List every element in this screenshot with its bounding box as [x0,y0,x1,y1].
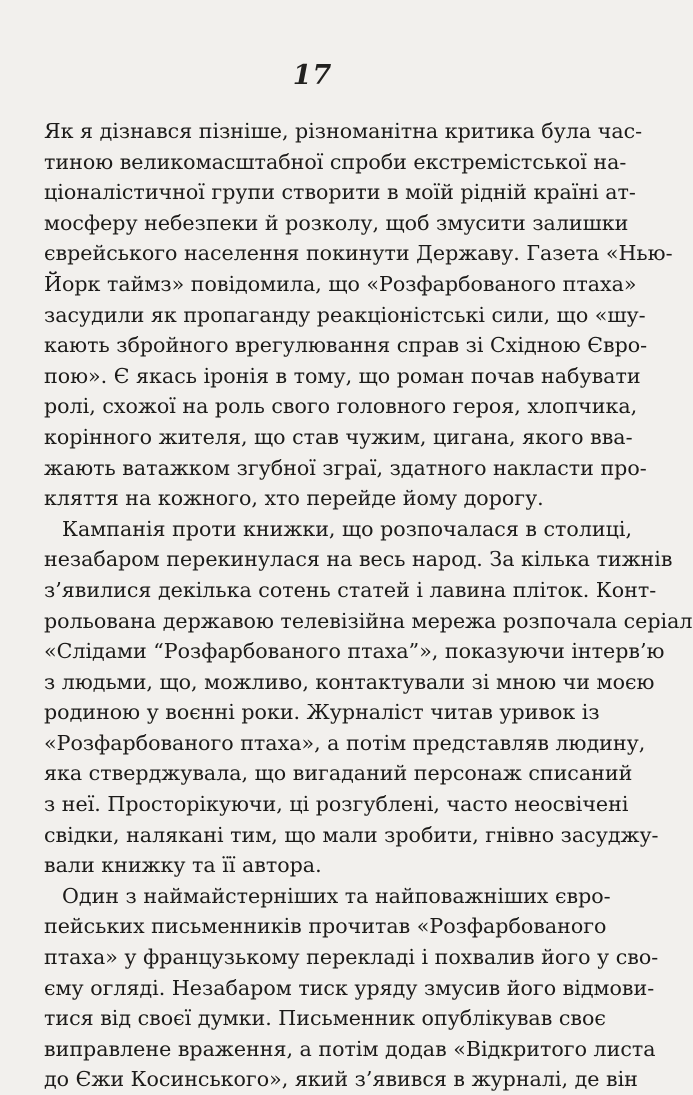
text-line: пейських письменників прочитав «Розфарбованого [44,914,607,939]
text-line: корінного жителя, що став чужим, цигана, якого вва- [44,424,633,449]
text-line: ціоналістичної групи створити в моїй рідній країні ат- [44,180,636,205]
text-line: з людьми, що, можливо, контактували зі мною чи моєю [44,669,655,694]
text-line: кають збройного врегулювання справ зі Східною Євро- [44,333,648,358]
paragraph [44,514,693,881]
text-line: яка стверджувала, що вигаданий персонаж списаний [44,761,633,786]
text-line: ролі, схожої на роль свого головного героя, хлопчика, [44,394,638,419]
text-line: «Розфарбованого птаха», а потім представляв людину, [44,730,646,755]
text-line: з неї. Просторікуючи, ці розгублені, часто неосвічені [44,792,629,817]
text-line: до Єжи Косинського», який з’явився в журналі, де він [44,1067,638,1092]
paragraph [44,881,659,1095]
text-line: Кампанія проти книжки, що розпочалася в столиці, [62,516,633,541]
text-line: Йорк таймз» повідомила, що «Розфарбованого птаха» [44,271,637,296]
text-line: вали книжку та її автора. [44,853,322,878]
text-line: птаха» у французькому перекладі і похвалив його у сво- [44,945,659,970]
text-line: тиною великомасштабної спроби екстремістської на- [44,149,627,174]
text-line: рольована державою телевізійна мережа розпочала серіал [44,608,693,633]
text-line: родиною у воєнні роки. Журналіст читав уривок із [44,700,600,725]
text-line: жають ватажком згубної зграї, здатного накласти про- [44,455,647,480]
text-line: виправлене враження, а потім додав «Відкритого листа [44,1036,656,1061]
paragraph [44,116,673,514]
text-line: єврейського населення покинути Державу. Газета «Нью- [44,241,673,266]
text-line: мосферу небезпеки й розколу, щоб змусити залишки [44,210,629,235]
text-line: Один з наймайстерніших та найповажніших євро- [62,883,611,908]
body-text [44,116,693,1095]
text-line: незабаром перекинулася на весь народ. За кілька тижнів [44,547,673,572]
text-line: кляття на кожного, хто перейде йому дорогу. [44,486,544,511]
text-line: тися від своєї думки. Письменник опублікував своє [44,1006,606,1031]
text-line: єму огляді. Незабаром тиск уряду змусив його відмови- [44,975,655,1000]
text-line: Як я дізнався пізніше, різноманітна критика була час- [44,119,643,143]
page-number: 17 [292,60,333,91]
text-line: засудили як пропаганду реакціоністські сили, що «шу- [44,302,646,327]
text-line: «Слідами “Розфарбованого птаха”», показуючи інтерв’ю [44,639,665,664]
text-line: з’явилися декілька сотень статей і лавина пліток. Конт- [44,577,657,602]
text-line: пою». Є якась іронія в тому, що роман почав набувати [44,363,641,388]
text-line: свідки, налякані тим, що мали зробити, гнівно засуджу- [44,822,659,847]
